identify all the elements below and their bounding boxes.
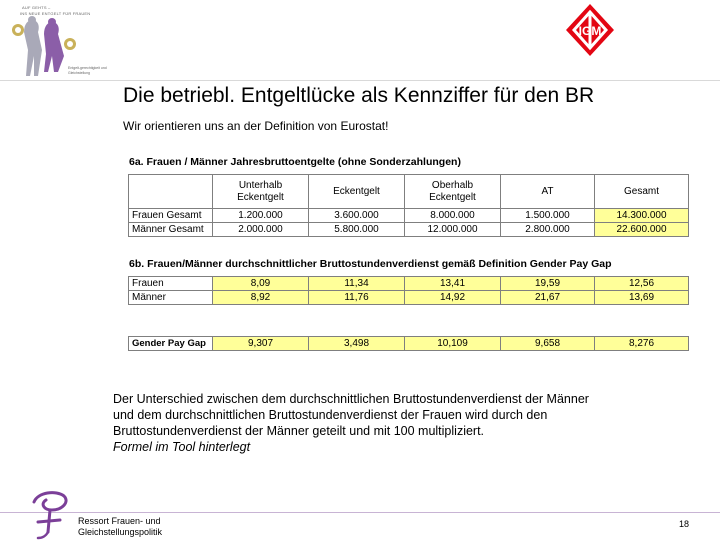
page-subtitle: Wir orientieren uns an der Definition von Eurostat! — [123, 119, 389, 133]
cell-value: 9,307 — [213, 337, 309, 351]
cell-value: 11,34 — [309, 277, 405, 291]
cell-value: 9,658 — [501, 337, 595, 351]
igm-logo-icon — [561, 0, 619, 60]
row-label: Frauen Gesamt — [129, 209, 213, 223]
table-row — [129, 337, 689, 351]
cell-value: 2.000.000 — [213, 223, 309, 237]
hourly-pay-table — [128, 276, 689, 305]
footer-dept-line: Gleichstellungspolitik — [78, 527, 163, 537]
campaign-tagline-2: INS NEUE ENTGELT FÜR FRAUEN — [20, 11, 91, 16]
cell-value: 2.800.000 — [501, 223, 595, 237]
explanation-text — [113, 391, 673, 455]
cell-value: 8,09 — [213, 277, 309, 291]
campaign-logo — [8, 2, 116, 82]
header-cell-total — [595, 175, 689, 209]
header-cell-below — [213, 175, 309, 209]
table-header-row — [129, 175, 689, 209]
cell-value: 13,41 — [405, 277, 501, 291]
igm-logo — [561, 0, 619, 60]
formula-note: Formel im Tool hinterlegt — [113, 440, 251, 454]
footer-department — [78, 516, 188, 538]
header-cell-empty — [129, 175, 213, 209]
cell-value: 1.200.000 — [213, 209, 309, 223]
row-label: Männer — [129, 291, 213, 305]
header-line: Eckentgelt — [333, 185, 380, 197]
cell-value: 12.000.000 — [405, 223, 501, 237]
cell-value: 10,109 — [405, 337, 501, 351]
igm-logo-letters: IGM — [578, 24, 602, 38]
row-label: Gender Pay Gap — [129, 337, 213, 351]
cell-value: 3,498 — [309, 337, 405, 351]
row-label: Frauen — [129, 277, 213, 291]
cell-value: 13,69 — [595, 291, 689, 305]
cell-value: 8,276 — [595, 337, 689, 351]
header-divider — [0, 80, 720, 81]
footer-dept-line: Ressort Frauen- und — [78, 516, 161, 526]
table-row — [129, 291, 689, 305]
campaign-subline: Entgelt-gerechtigkeit und Gleichstellung — [68, 66, 107, 75]
table-row — [129, 223, 689, 237]
page-number: 18 — [679, 519, 690, 529]
header-line: Eckentgelt — [237, 191, 284, 203]
header-line: Oberhalb — [431, 179, 474, 191]
cell-total: 22.600.000 — [595, 223, 689, 237]
cell-value: 8,92 — [213, 291, 309, 305]
page-title: Die betriebl. Entgeltlücke als Kennziffer für den BR — [123, 84, 595, 107]
header-line: Unterhalb — [238, 179, 283, 191]
header-cell-above — [405, 175, 501, 209]
cell-value: 3.600.000 — [309, 209, 405, 223]
header-cell-at — [501, 175, 595, 209]
table-row — [129, 277, 689, 291]
cell-value: 8.000.000 — [405, 209, 501, 223]
annual-pay-table — [128, 174, 689, 237]
explanation-line: Bruttostundenverdienst der Männer geteilt und mit 100 multipliziert. — [113, 424, 485, 438]
cell-value: 11,76 — [309, 291, 405, 305]
cell-value: 5.800.000 — [309, 223, 405, 237]
cell-value: 19,59 — [501, 277, 595, 291]
header-line: Eckentgelt — [429, 191, 476, 203]
cell-value: 12,56 — [595, 277, 689, 291]
header-cell-eck — [309, 175, 405, 209]
header-line: Gesamt — [623, 185, 659, 197]
cell-value: 21,67 — [501, 291, 595, 305]
explanation-line: Der Unterschied zwischen dem durchschnittlichen Bruttostundenverdienst der Männer — [113, 392, 589, 406]
gender-pay-gap-table — [128, 336, 689, 351]
venus-symbol-icon — [26, 488, 76, 540]
table-b-heading: 6b. Frauen/Männer durchschnittlicher Bruttostundenverdienst gemäß Definition Gender Pay Gap — [129, 258, 612, 270]
table-a-heading: 6a. Frauen / Männer Jahresbruttoentgelte (ohne Sonderzahlungen) — [129, 156, 461, 168]
footer-divider — [0, 512, 720, 513]
table-row — [129, 209, 689, 223]
header-line: AT — [541, 185, 554, 197]
cell-value: 14,92 — [405, 291, 501, 305]
campaign-tagline-1: AUF GEHTS – — [22, 5, 51, 10]
row-label: Männer Gesamt — [129, 223, 213, 237]
footer-logo — [26, 488, 76, 540]
cell-total: 14.300.000 — [595, 209, 689, 223]
cell-value: 1.500.000 — [501, 209, 595, 223]
explanation-line: und dem durchschnittlichen Bruttostundenverdienst der Frauen wird durch den — [113, 408, 548, 422]
